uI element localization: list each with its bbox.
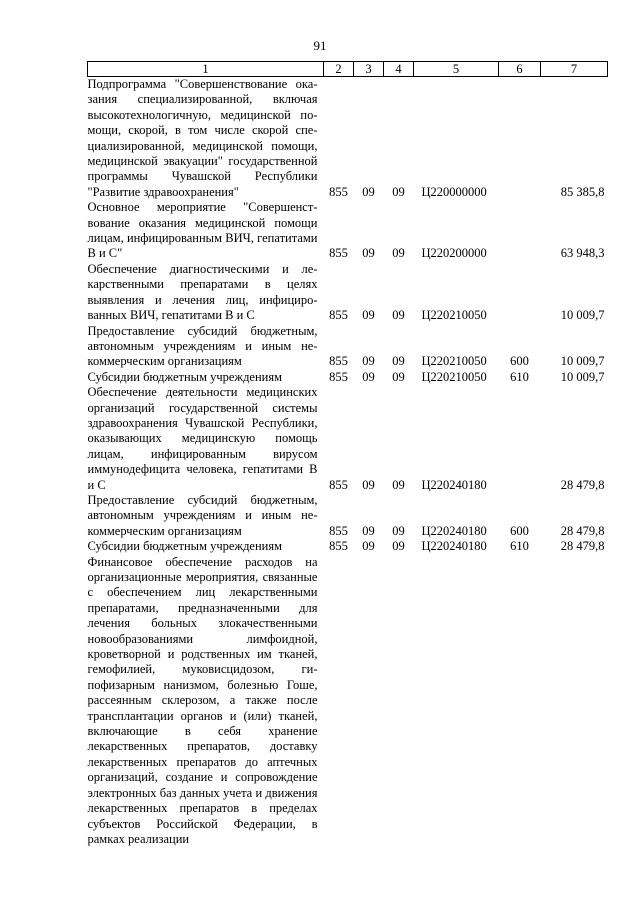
row-section: 09 — [362, 369, 375, 384]
row-name: Предоставление субсидий бюджетным, автономным учреждениям и иным некоммерческим организациям — [87, 492, 318, 538]
row-expense-type — [499, 555, 541, 848]
row-target-article — [414, 555, 499, 848]
row-subsection: 09 — [392, 308, 405, 323]
table-row — [88, 324, 608, 370]
row-name: Основное мероприятие "Совершенствование оказания медицинской помощи лицам, инфицированным ВИЧ, гепатитами В и С" — [87, 200, 318, 261]
row-section: 09 — [362, 523, 375, 538]
row-subsection: 09 — [392, 184, 405, 199]
row-amount: 28 479,8 — [560, 539, 605, 554]
row-target-article: Ц220240180 — [421, 523, 487, 538]
row-subsection: 09 — [392, 477, 405, 492]
row-target-article: Ц220210050 — [421, 308, 487, 323]
header-col-4: 4 — [384, 62, 414, 77]
row-expense-type: 600 — [510, 523, 529, 538]
row-name: Обеспечение деятельности медицинских организаций государственной системы здравоохранения Чувашской Республики, оказывающих медицинскую помощь лицам, инфицированным вирусом иммунодефицита человека, гепатитами В и С — [87, 385, 318, 492]
budget-table — [87, 61, 608, 847]
row-grbs: 855 — [329, 184, 348, 199]
row-target-article: Ц220240180 — [421, 539, 487, 554]
table-row — [88, 385, 608, 493]
header-col-7: 7 — [541, 62, 608, 77]
header-col-6: 6 — [499, 62, 541, 77]
table-body — [88, 77, 608, 848]
row-subsection — [384, 555, 414, 848]
row-grbs: 855 — [329, 308, 348, 323]
table-row — [88, 555, 608, 848]
row-subsection: 09 — [392, 523, 405, 538]
row-section: 09 — [362, 354, 375, 369]
table-header — [88, 62, 608, 77]
row-name: Субсидии бюджетным учреждениям — [87, 369, 283, 384]
row-subsection: 09 — [392, 354, 405, 369]
row-section: 09 — [362, 246, 375, 261]
row-target-article: Ц220240180 — [421, 477, 487, 492]
row-target-article: Ц220210050 — [421, 354, 487, 369]
row-amount: 10 009,7 — [560, 369, 605, 384]
row-expense-type: 600 — [510, 354, 529, 369]
header-col-3: 3 — [354, 62, 384, 77]
row-section: 09 — [362, 308, 375, 323]
row-grbs: 855 — [329, 369, 348, 384]
row-amount: 10 009,7 — [560, 354, 605, 369]
table-row — [88, 77, 608, 201]
row-subsection: 09 — [392, 246, 405, 261]
table-row — [88, 493, 608, 539]
row-amount: 28 479,8 — [560, 477, 605, 492]
row-name: Финансовое обеспечение расходов на организационные мероприятия, связанные с обеспечением лиц лекарственными препаратами, предназначенными для лечения больных злокачественными новообразованиями лимфоидной, кроветворной и родственных им тканей, гемофилией, муковисцидозом, гипофизарным нанизмом, болезнью Гоше, рассеянным склерозом, а также после трансплантации органов и (или) тканей, включающие в себя хранение лекарственных препаратов, доставку лекарственных препаратов до аптечных организаций, создание и сопровождение электронных баз данных учета и движения лекарственных препаратов в пределах субъектов Российской Федерации, в рамках реализации — [87, 554, 318, 846]
header-col-5: 5 — [414, 62, 499, 77]
row-amount: 63 948,3 — [560, 246, 605, 261]
row-name: Обеспечение диагностическими и лекарственными препаратами в целях выявления и лечения лиц, инфицированных ВИЧ, гепатитами В и С — [87, 261, 318, 323]
row-section — [354, 555, 384, 848]
row-grbs: 855 — [329, 523, 348, 538]
row-grbs — [324, 555, 354, 848]
row-target-article: Ц220200000 — [421, 246, 487, 261]
row-section: 09 — [362, 477, 375, 492]
row-name: Субсидии бюджетным учреждениям — [87, 539, 283, 554]
table-row — [88, 200, 608, 262]
row-grbs: 855 — [329, 246, 348, 261]
row-expense-type — [499, 262, 541, 324]
row-amount — [541, 555, 608, 848]
row-grbs: 855 — [329, 477, 348, 492]
row-expense-type: 610 — [510, 539, 529, 554]
table-row — [88, 370, 608, 385]
row-amount: 10 009,7 — [560, 308, 605, 323]
header-col-2: 2 — [324, 62, 354, 77]
table-row — [88, 262, 608, 324]
row-name: Предоставление субсидий бюджетным, автономным учреждениям и иным некоммерческим организациям — [87, 323, 318, 369]
row-target-article: Ц220000000 — [421, 184, 487, 199]
row-name: Подпрограмма "Совершенствование оказания специализированной, включая высокотехнологичную, медицинской помощи, скорой, в том числе скорой специализированной, медицинской помощи, медицинской эвакуации" государственной программы Чувашской Республики "Развитие здравоохранения" — [87, 77, 318, 199]
header-row — [88, 62, 608, 77]
row-expense-type: 610 — [510, 369, 529, 384]
row-subsection: 09 — [392, 369, 405, 384]
row-grbs: 855 — [329, 354, 348, 369]
row-expense-type — [499, 77, 541, 201]
row-target-article: Ц220210050 — [421, 369, 487, 384]
row-section: 09 — [362, 539, 375, 554]
row-expense-type — [499, 200, 541, 262]
row-expense-type — [499, 385, 541, 493]
page-number: 91 — [313, 38, 327, 53]
row-section: 09 — [362, 184, 375, 199]
row-grbs: 855 — [329, 539, 348, 554]
row-subsection: 09 — [392, 539, 405, 554]
row-amount: 85 385,8 — [560, 184, 605, 199]
row-amount: 28 479,8 — [560, 523, 605, 538]
table-row — [88, 539, 608, 554]
header-col-1: 1 — [88, 62, 324, 77]
